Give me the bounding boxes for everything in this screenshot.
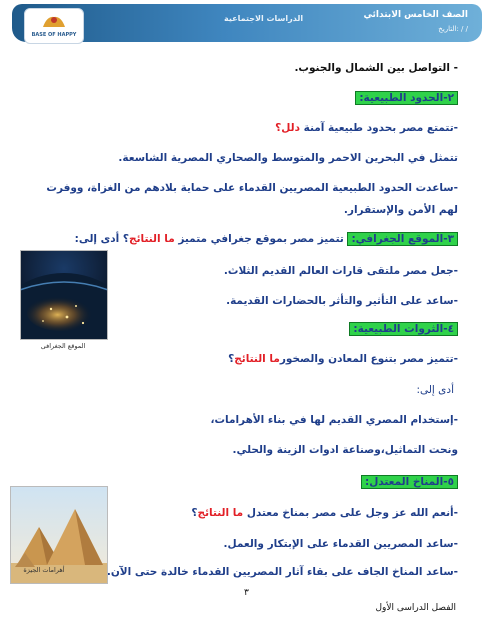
question-text: دلل؟ <box>275 122 300 134</box>
text-line: -جعل مصر ملتقى قارات العالم القديم الثلاث. <box>223 265 458 277</box>
line-text: تتميز مصر بموقع جغرافي متميز <box>174 233 348 245</box>
text-line: أدى إلى: <box>416 384 454 396</box>
footer-text: الفصل الدراسى الأول <box>375 603 456 613</box>
lion-icon <box>41 13 67 29</box>
grade-label: الصف الخامس الابتدائي <box>363 10 468 20</box>
date-label: التاريخ: / / <box>438 25 468 33</box>
photo-caption: الموقع الجغرافى <box>40 342 86 350</box>
line-text: -تتمتع مصر بحدود طبيعية آمنة <box>299 122 458 134</box>
line-text: ؟ <box>228 353 235 365</box>
school-logo <box>24 8 84 44</box>
page-number: ٣ <box>244 588 249 598</box>
subject-label: الدراسات الاجتماعية <box>224 14 304 23</box>
logo-text: BASE OF HAPPY <box>31 32 77 38</box>
heading-label: ٥-المناخ المعتدل: <box>361 475 458 489</box>
question-text: ما النتائج <box>129 233 175 245</box>
photo-caption: أهرامات الجيزة <box>23 566 65 574</box>
text-paragraph: -ساعدت الحدود الطبيعية المصريين القدماء على حماية بلادهم من الغزاة، ووفرت لهم الأمن والإستقرار. <box>46 182 458 216</box>
earth-image <box>21 251 107 339</box>
text-line: -إستخدام المصري القديم لها في بناء الأهرامات، <box>210 414 458 426</box>
line-text: ؟ <box>191 507 198 519</box>
text-line: - التواصل بين الشمال والجنوب. <box>294 62 458 74</box>
text-line <box>191 507 458 519</box>
question-text: ما النتائج <box>197 507 244 519</box>
line-text: -تتميز مصر بتنوع المعادن والصخور <box>279 353 458 365</box>
section-heading <box>349 323 458 335</box>
text-line: -ساعد المصريين القدماء على الإبتكار والعمل. <box>223 538 458 550</box>
section-heading <box>75 233 458 245</box>
line-text: -أنعم الله عز وجل على مصر بمناخ معتدل <box>243 507 458 519</box>
text-line: -ساعد المناخ الجاف على بقاء آثار المصريين القدماء خالدة حتى الآن. <box>106 566 458 578</box>
heading-label: ٢-الحدود الطبيعية: <box>355 91 458 105</box>
text-line: تتمثل في البحرين الاحمر والمتوسط والصحاري المصرية الشاسعة. <box>118 152 458 164</box>
section-heading <box>361 476 458 488</box>
heading-label: ٣-الموقع الجغرافي: <box>347 232 458 246</box>
line-text: ؟ أدى إلى: <box>74 233 130 245</box>
text-line <box>275 122 458 134</box>
text-line: -ساعد على التأثير والتأثر بالحضارات القديمة. <box>226 295 458 307</box>
heading-label: ٤-الثروات الطبيعية: <box>349 322 458 336</box>
section-heading <box>355 92 458 104</box>
earth-photo <box>20 250 108 340</box>
text-line <box>228 353 458 365</box>
question-text: ما النتائج <box>234 353 280 365</box>
text-line: ونحت التماثيل،وصناعة ادوات الزينة والحلي. <box>232 444 458 456</box>
